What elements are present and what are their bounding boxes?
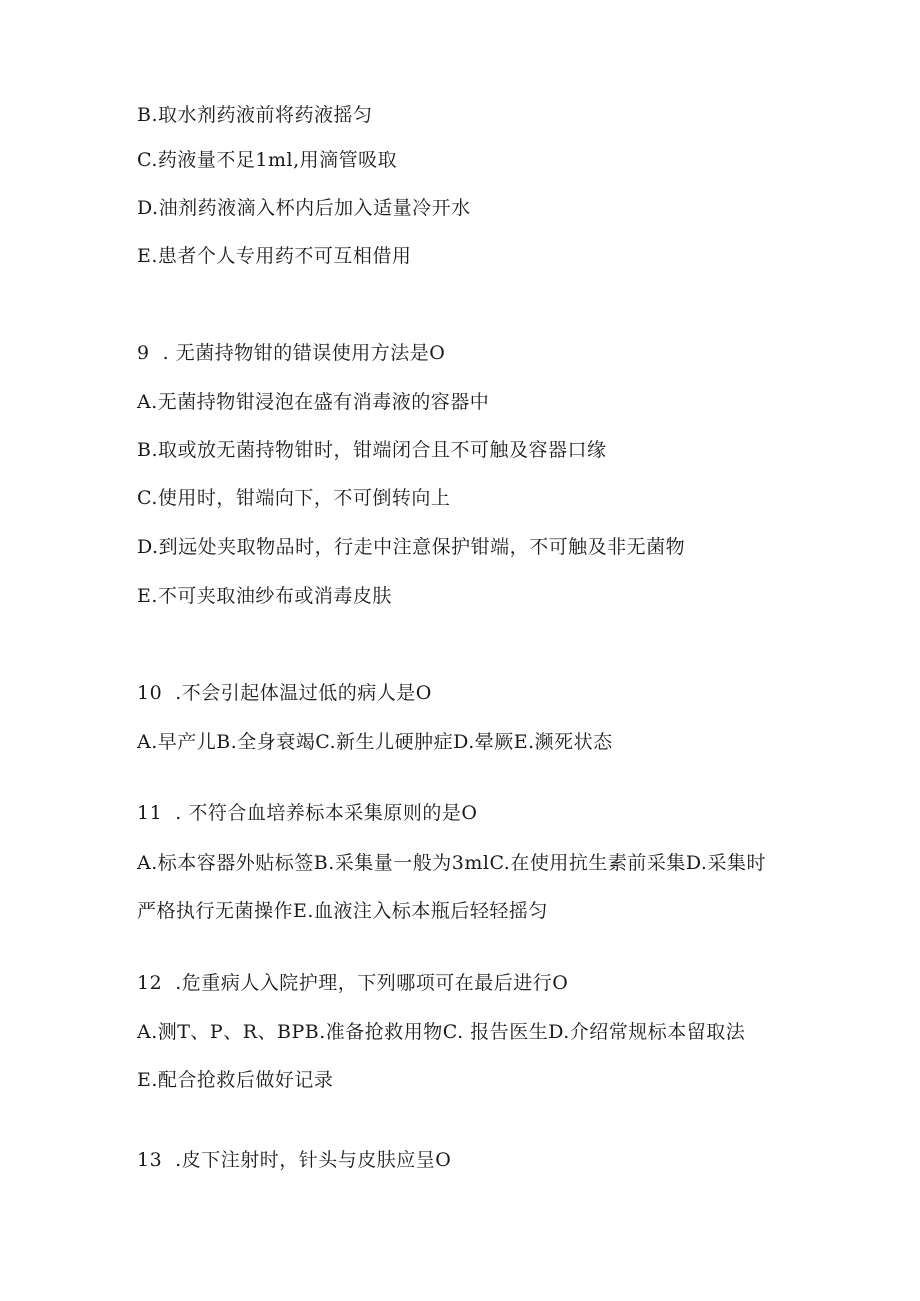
q8-option-e: E.患者个人专用药不可互相借用 — [137, 245, 412, 267]
q9-question: 9 . 无菌持物钳的错误使用方法是O — [137, 342, 446, 364]
q8-option-b: B.取水剂药液前将药液摇匀 — [137, 104, 373, 126]
q9-option-a: A.无菌持物钳浸泡在盛有消毒液的容器中 — [137, 391, 490, 413]
q12-options-line2: E.配合抢救后做好记录 — [137, 1069, 334, 1091]
q12-question: 12 .危重病人入院护理，下列哪项可在最后进行O — [137, 972, 569, 994]
q8-option-d: D.油剂药液滴入杯内后加入适量冷开水 — [137, 197, 471, 219]
q8-option-c: C.药液量不足1ml,用滴管吸取 — [137, 149, 398, 171]
q12-options-line1: A.测T、P、R、BPB.准备抢救用物C. 报告医生D.介绍常规标本留取法 — [137, 1021, 746, 1043]
q11-options-line1: A.标本容器外贴标签B.采集量一般为3mlC.在使用抗生素前采集D.采集时 — [137, 852, 766, 874]
q9-option-e: E.不可夹取油纱布或消毒皮肤 — [137, 585, 392, 607]
q9-option-c: C.使用时，钳端向下，不可倒转向上 — [137, 487, 451, 509]
q13-question: 13 .皮下注射时，针头与皮肤应呈O — [137, 1149, 452, 1171]
q9-option-d: D.到远处夹取物品时，行走中注意保护钳端，不可触及非无菌物 — [137, 536, 686, 558]
q10-options: A.早产儿B.全身衰竭C.新生儿硬肿症D.晕厥E.濒死状态 — [137, 731, 613, 753]
q9-option-b: B.取或放无菌持物钳时，钳端闭合且不可触及容器口缘 — [137, 439, 607, 461]
q11-options-line2: 严格执行无菌操作E.血液注入标本瓶后轻轻摇匀 — [137, 900, 548, 922]
q10-question: 10 .不会引起体温过低的病人是O — [137, 682, 432, 704]
q11-question: 11 . 不符合血培养标本采集原则的是O — [137, 802, 478, 824]
